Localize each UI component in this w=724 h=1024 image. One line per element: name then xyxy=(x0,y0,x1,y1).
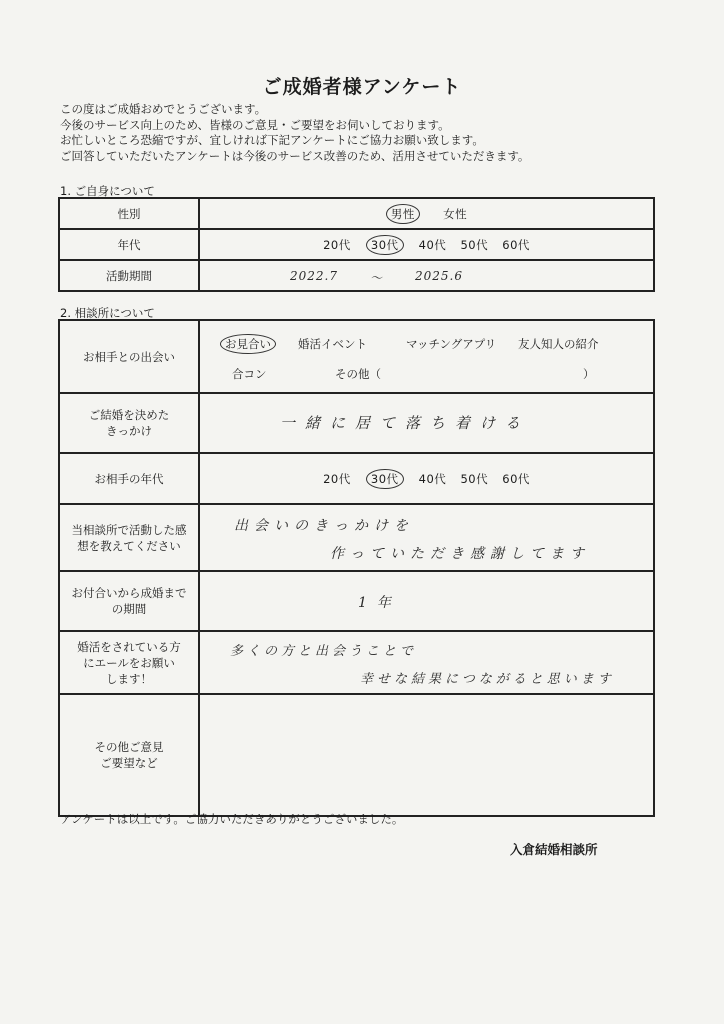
cheer-label xyxy=(59,631,199,694)
section1-table xyxy=(58,197,655,292)
age-option-20s[interactable]: 20代 xyxy=(323,237,351,252)
intro-line: お忙しいところ恐縮ですが、宜しければ下記アンケートにご協力お願い致します。 xyxy=(60,133,484,147)
section2-label: 2. 相談所について xyxy=(60,306,155,320)
period-label: 活動期間 xyxy=(59,260,199,291)
gender-option-female[interactable]: 女性 xyxy=(443,206,468,221)
impression-label-line: 想を教えてください xyxy=(77,538,181,553)
cheer-label-line: します！ xyxy=(106,671,152,686)
duration-answer-field[interactable] xyxy=(199,571,654,631)
partner-age-label: お相手の年代 xyxy=(59,453,199,504)
cheer-answer-field[interactable] xyxy=(199,631,654,694)
organization-name: 入倉結婚相談所 xyxy=(510,842,598,857)
age-option-50s[interactable]: 50代 xyxy=(460,237,489,252)
meeting-option-omiai[interactable]: お見合い xyxy=(220,334,276,354)
gender-options[interactable] xyxy=(199,198,654,229)
gender-option-male[interactable]: 男性 xyxy=(386,204,420,224)
age-options[interactable] xyxy=(199,229,654,260)
period-end: 2025.6 xyxy=(415,269,463,283)
meeting-label: お相手との出会い xyxy=(59,320,199,393)
age-label: 年代 xyxy=(59,229,199,260)
reason-answer: 一緒に居て落ち着ける xyxy=(280,414,531,432)
period-start: 2022.7 xyxy=(290,269,338,283)
other-label xyxy=(59,694,199,816)
section2-table xyxy=(58,319,655,817)
impression-label xyxy=(59,504,199,571)
duration-label-line: お付合いから成婚まで xyxy=(71,586,187,600)
other-answer-field[interactable] xyxy=(199,694,654,816)
intro-line: 今後のサービス向上のため、皆様のご意見・ご要望をお伺いしております。 xyxy=(60,117,450,132)
reason-label-line: ご結婚を決めた xyxy=(88,408,170,422)
period-answer[interactable] xyxy=(199,260,654,291)
age-option-60s[interactable]: 60代 xyxy=(502,237,530,252)
meeting-option-app[interactable]: マッチングアプリ xyxy=(406,337,497,351)
partner-age-option-30s[interactable]: 30代 xyxy=(366,469,404,489)
reason-answer-field[interactable] xyxy=(199,393,654,453)
meeting-option-other-close: ） xyxy=(583,367,595,381)
meeting-option-friend[interactable]: 友人知人の紹介 xyxy=(518,337,599,351)
cheer-label-line: 婚活をされている方 xyxy=(77,639,181,654)
other-label-line: その他ご意見 xyxy=(94,740,164,754)
reason-label xyxy=(59,393,199,453)
partner-age-option-60s[interactable]: 60代 xyxy=(502,471,530,486)
partner-age-option-20s[interactable]: 20代 xyxy=(323,471,351,486)
other-label-line: ご要望など xyxy=(100,756,158,770)
impression-answer-line2: 作っていただき感謝してます xyxy=(330,546,590,562)
partner-age-option-40s[interactable]: 40代 xyxy=(418,471,447,486)
age-option-40s[interactable]: 40代 xyxy=(418,237,447,252)
impression-label-line: 当相談所で活動した感 xyxy=(71,522,187,537)
footer-text: アンケートは以上です。ご協力いただきありがとうございました。 xyxy=(60,812,404,826)
impression-answer-field[interactable] xyxy=(199,504,654,571)
impression-answer-line1: 出会いのきっかけを xyxy=(234,518,414,534)
intro-line: ご回答していただいたアンケートは今後のサービス改善のため、活用させていただきます。 xyxy=(60,148,530,163)
cheer-label-line: にエールをお願い xyxy=(83,655,175,670)
reason-label-line: きっかけ xyxy=(106,424,152,438)
cheer-answer-line2: 幸せな結果につながると思います xyxy=(360,672,615,687)
intro-text xyxy=(60,102,529,164)
partner-age-options[interactable] xyxy=(199,453,654,504)
meeting-options[interactable] xyxy=(199,320,654,393)
period-sep: 〜 xyxy=(370,271,389,285)
duration-label xyxy=(59,571,199,631)
age-option-30s[interactable]: 30代 xyxy=(366,235,404,255)
section1-label: 1. ご自身について xyxy=(60,184,155,198)
meeting-option-goukon[interactable]: 合コン xyxy=(232,367,267,381)
duration-label-line: の期間 xyxy=(111,602,147,616)
page-title: ご成婚者様アンケート xyxy=(262,76,462,98)
intro-line: この度はご成婚おめでとうございます。 xyxy=(60,102,267,116)
cheer-answer-line1: 多くの方と出会うことで xyxy=(230,644,418,659)
meeting-option-event[interactable]: 婚活イベント xyxy=(298,337,367,351)
meeting-option-other[interactable]: その他（ xyxy=(335,367,381,381)
partner-age-option-50s[interactable]: 50代 xyxy=(460,471,489,486)
duration-answer: 1年 xyxy=(358,595,401,611)
gender-label: 性別 xyxy=(59,198,199,229)
